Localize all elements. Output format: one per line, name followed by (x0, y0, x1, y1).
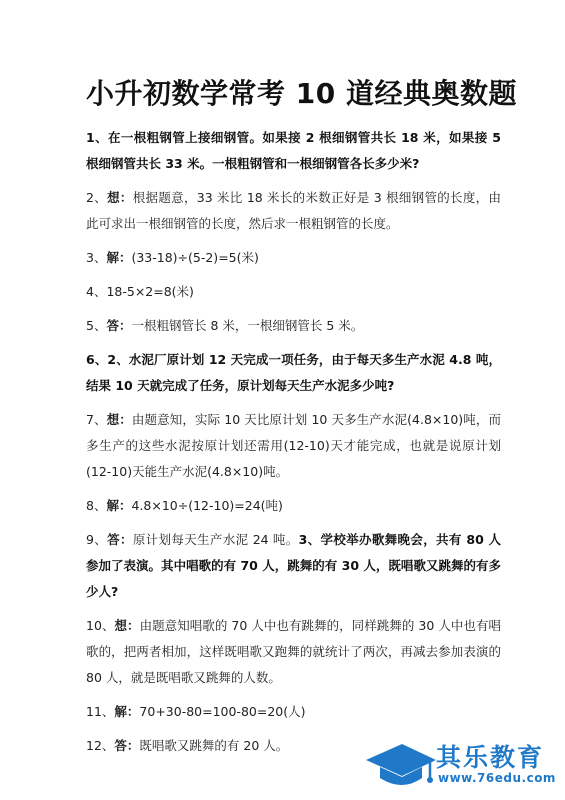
paragraph-number: 2、 (86, 190, 108, 205)
paragraph-number: 7、 (86, 412, 107, 427)
paragraph-label: 解： (106, 250, 132, 265)
paragraph (86, 313, 501, 339)
paragraph-label: 想： (107, 190, 133, 205)
paragraph-text: 4.8×10÷(12-10)=24(吨) (131, 498, 283, 513)
paragraph-label: 想： (106, 412, 132, 427)
paragraph-text: 原计划每天生产水泥 24 吨。 (132, 532, 299, 547)
paragraph-text: 70+30-80=100-80=20(人) (139, 704, 306, 719)
paragraph-number: 9、 (86, 532, 108, 547)
paragraph (86, 527, 501, 605)
page-title: 小升初数学常考 10 道经典奥数题 (86, 77, 517, 110)
paragraph-text: (33-18)÷(5-2)=5(米) (131, 250, 259, 265)
paragraph (86, 347, 501, 399)
paragraph-number: 4、 (86, 284, 107, 299)
paragraph-text: 在一根粗钢管上接细钢管。如果接 2 根细钢管共长 18 米，如果接 5 根细钢管共长 33 米。一根粗钢管和一根细钢管各长多少米? (86, 130, 501, 171)
graduation-cap-icon (364, 740, 438, 792)
document-body (86, 125, 501, 767)
brand-logo (360, 736, 560, 796)
paragraph-number: 11、 (86, 704, 115, 719)
paragraph (86, 279, 501, 305)
paragraph (86, 185, 501, 237)
paragraph-text: 由题意知唱歌的 70 人中也有跳舞的，同样跳舞的 30 人中也有唱歌的，把两者相加，这样既唱歌又跑舞的就统计了两次，再减去参加表演的 80 人，就是既唱歌又跳舞的人数。 (86, 618, 501, 685)
paragraph-number: 8、 (86, 498, 107, 513)
paragraph-number: 5、 (86, 318, 107, 333)
paragraph (86, 245, 501, 271)
paragraph-number: 6、 (86, 352, 108, 367)
brand-name: 其乐教育 (436, 743, 545, 772)
paragraph-number: 3、 (86, 250, 107, 265)
paragraph-label: 答： (114, 738, 140, 753)
paragraph-text: 一根粗钢管长 8 米，一根细钢管长 5 米。 (131, 318, 364, 333)
paragraph-text: 既唱歌又跳舞的有 20 人。 (139, 738, 289, 753)
paragraph-question: 3、学校举办歌舞晚会，共有 80 人参加了表演。其中唱歌的有 70 人，跳舞的有 30 人，既唱歌又跳舞的有多少人? (86, 532, 502, 599)
paragraph-number: 12、 (86, 738, 115, 753)
paragraph-label: 想： (114, 618, 140, 633)
paragraph-number: 1、 (86, 130, 108, 145)
paragraph-label: 解： (114, 704, 140, 719)
paragraph (86, 407, 501, 485)
paragraph (86, 493, 501, 519)
paragraph-text: 2、水泥厂原计划 12 天完成一项任务，由于每天多生产水泥 4.8 吨，结果 10 天就完成了任务，原计划每天生产水泥多少吨? (86, 352, 501, 393)
paragraph (86, 699, 501, 725)
brand-url: www.76edu.com (438, 771, 556, 785)
paragraph-number: 10、 (86, 618, 115, 633)
paragraph-label: 答： (106, 318, 132, 333)
paragraph (86, 613, 501, 691)
paragraph-text: 18-5×2=8(米) (106, 284, 194, 299)
paragraph-label: 答： (107, 532, 133, 547)
paragraph-label: 解： (106, 498, 132, 513)
paragraph-text: 由题意知，实际 10 天比原计划 10 天多生产水泥(4.8×10)吨，而多生产的这些水泥按原计划还需用(12-10)天才能完成，也就是说原计划(12-10)天能生产水泥(4.8×10)吨。 (86, 412, 501, 479)
paragraph-text: 根据题意，33 米比 18 米长的米数正好是 3 根细钢管的长度，由此可求出一根细钢管的长度，然后求一根粗钢管的长度。 (86, 190, 501, 231)
paragraph (86, 125, 501, 177)
